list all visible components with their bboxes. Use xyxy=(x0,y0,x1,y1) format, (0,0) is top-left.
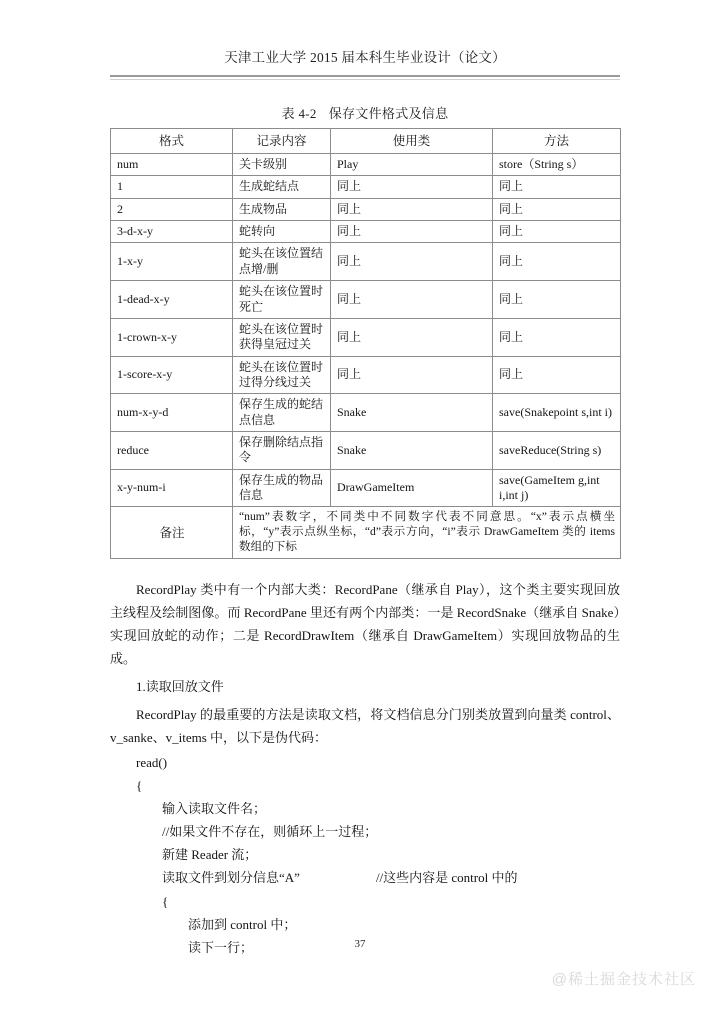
table-row xyxy=(111,221,621,243)
table-caption-number: 表 4-2 xyxy=(281,106,317,121)
cell-method: save(Snakepoint s,int i) xyxy=(493,394,621,432)
column-header-class: 使用类 xyxy=(331,129,493,154)
table-row xyxy=(111,469,621,507)
body-text-block xyxy=(110,578,620,749)
cell-class: DrawGameItem xyxy=(331,469,493,507)
cell-class: 同上 xyxy=(331,221,493,243)
code-line-open-brace-outer: { xyxy=(136,777,143,793)
code-line-input-filename: 输入读取文件名； xyxy=(162,801,267,817)
cell-format: 1 xyxy=(111,176,233,198)
table-row xyxy=(111,318,621,356)
paragraph-recordplay-overview: RecordPlay 类中有一个内部大类：RecordPane（继承自 Play），这个类主要实现回放主线程及绘制图像。而 RecordPane 里还有两个内部类：一是 RecordSnake（继承自 Snake）实现回放蛇的动作；二是 RecordDrawItem（继承自 DrawGameItem）实现回放物品的生成。 xyxy=(110,581,620,667)
code-line-add-to-control: 添加到 control 中； xyxy=(188,916,297,932)
cell-class: 同上 xyxy=(331,176,493,198)
cell-format: 1-crown-x-y xyxy=(111,318,233,356)
cell-format: num xyxy=(111,154,233,176)
table-row xyxy=(111,394,621,432)
cell-format: 1-score-x-y xyxy=(111,356,233,394)
cell-method: 同上 xyxy=(493,243,621,281)
cell-content: 保存生成的蛇结点信息 xyxy=(233,394,331,432)
cell-method: 同上 xyxy=(493,318,621,356)
column-header-method: 方法 xyxy=(493,129,621,154)
remark-label: 备注 xyxy=(111,507,233,558)
cell-method: 同上 xyxy=(493,356,621,394)
running-header-title: 天津工业大学 2015 届本科生毕业设计（论文） xyxy=(224,50,506,65)
code-line-file-not-exist-comment: //如果文件不存在，则循环上一过程； xyxy=(162,824,378,840)
cell-method: 同上 xyxy=(493,281,621,319)
cell-class: Play xyxy=(331,154,493,176)
cell-content: 蛇头在该位置时死亡 xyxy=(233,281,331,319)
table-caption xyxy=(110,103,620,122)
code-line-read-to-marker-text: 读取文件到划分信息“A” xyxy=(162,870,300,886)
cell-method: store（String s） xyxy=(493,154,621,176)
watermark: @稀土掘金技术社区 xyxy=(551,971,696,988)
cell-class: 同上 xyxy=(331,243,493,281)
table-remark-row xyxy=(111,507,621,558)
cell-content: 蛇头在该位置结点增/删 xyxy=(233,243,331,281)
table-row xyxy=(111,356,621,394)
table-row xyxy=(111,432,621,470)
code-line-open-brace-inner: { xyxy=(162,893,169,909)
column-header-content: 记录内容 xyxy=(233,129,331,154)
cell-method: 同上 xyxy=(493,221,621,243)
header-divider-rule xyxy=(110,75,620,80)
cell-format: 3-d-x-y xyxy=(111,221,233,243)
section-heading-read-file: 1.读取回放文件 xyxy=(136,679,224,695)
code-line-new-reader: 新建 Reader 流； xyxy=(162,847,258,863)
cell-class: 同上 xyxy=(331,318,493,356)
table-row xyxy=(111,154,621,176)
code-line-read-to-marker xyxy=(110,866,620,889)
cell-content: 关卡级别 xyxy=(233,154,331,176)
cell-class: Snake xyxy=(331,432,493,470)
file-format-table xyxy=(110,128,621,559)
cell-format: reduce xyxy=(111,432,233,470)
cell-method: save(GameItem g,int i,int j) xyxy=(493,469,621,507)
page-number: 37 xyxy=(354,938,366,950)
table-row xyxy=(111,176,621,198)
table-row xyxy=(111,243,621,281)
cell-content: 保存删除结点指令 xyxy=(233,432,331,470)
table-row xyxy=(111,281,621,319)
cell-class: 同上 xyxy=(331,281,493,319)
cell-method: 同上 xyxy=(493,198,621,220)
cell-content: 蛇转向 xyxy=(233,221,331,243)
code-line-read-to-marker-comment: //这些内容是 control 中的 xyxy=(375,870,518,886)
cell-format: 1-x-y xyxy=(111,243,233,281)
cell-method: 同上 xyxy=(493,176,621,198)
running-header xyxy=(110,0,620,66)
cell-class: Snake xyxy=(331,394,493,432)
cell-content: 生成物品 xyxy=(233,198,331,220)
cell-content: 蛇头在该位置时获得皇冠过关 xyxy=(233,318,331,356)
table-row xyxy=(111,198,621,220)
cell-class: 同上 xyxy=(331,198,493,220)
cell-class: 同上 xyxy=(331,356,493,394)
code-line-read-signature: read() xyxy=(136,754,168,770)
cell-format: x-y-num-i xyxy=(111,469,233,507)
code-line-read-next-line: 读下一行； xyxy=(188,939,254,955)
cell-format: num-x-y-d xyxy=(111,394,233,432)
table-header-row xyxy=(111,129,621,154)
cell-content: 保存生成的物品信息 xyxy=(233,469,331,507)
table-caption-title: 保存文件格式及信息 xyxy=(328,106,449,121)
cell-format: 1-dead-x-y xyxy=(111,281,233,319)
cell-content: 生成蛇结点 xyxy=(233,176,331,198)
cell-format: 2 xyxy=(111,198,233,220)
paragraph-read-method: RecordPlay 的最重要的方法是读取文档，将文档信息分门别类放置到向量类 control、v_sanke、v_items 中，以下是伪代码： xyxy=(110,706,620,745)
column-header-format: 格式 xyxy=(111,129,233,154)
cell-content: 蛇头在该位置时过得分线过关 xyxy=(233,356,331,394)
page-content xyxy=(110,0,620,959)
pseudocode-block xyxy=(110,751,620,959)
cell-method: saveReduce(String s) xyxy=(493,432,621,470)
remark-text: “num”表数字，不同类中不同数字代表不同意思。“x”表示点横坐标，“y”表示点纵坐标，“d”表示方向，“i”表示 DrawGameItem 类的 items 数组的下标 xyxy=(233,507,621,558)
